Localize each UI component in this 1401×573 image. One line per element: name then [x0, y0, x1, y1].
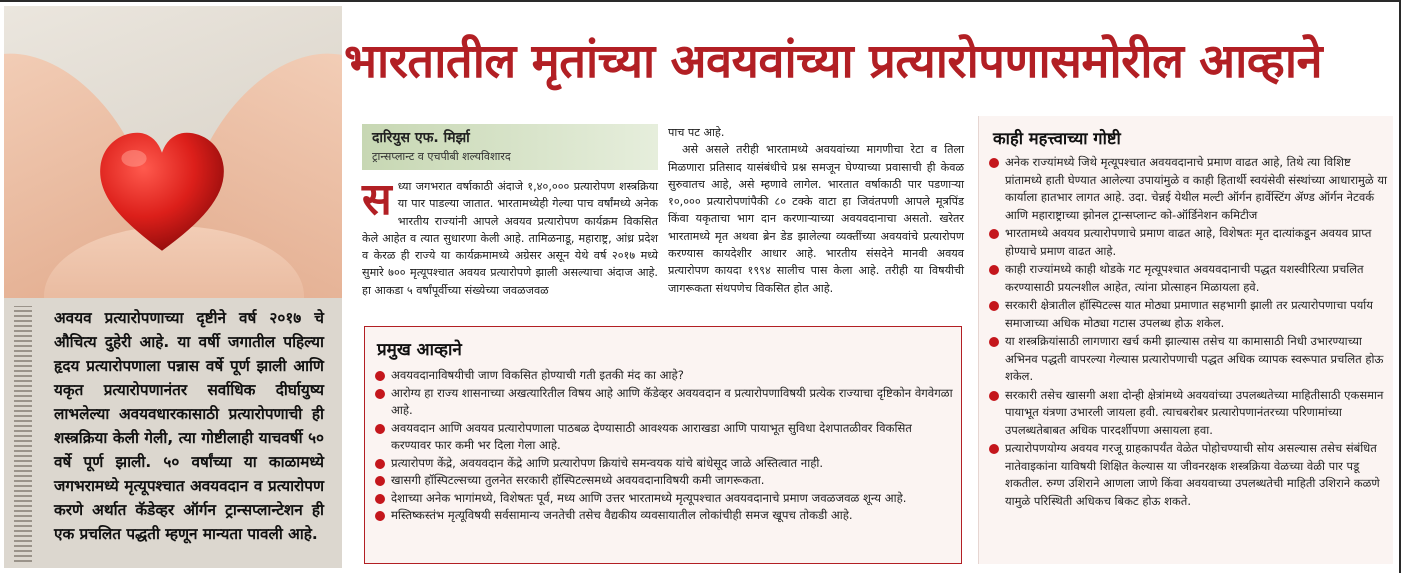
left-panel [4, 6, 342, 568]
list-item-text: सरकारी क्षेत्रातील हॉस्पिटल्स यात मोठ्या प्रमाणात सहभागी झाली तर प्रत्यारोपणाचा पर्याय समाजाच्या अधिक मोठ्या गटास उपलब्ध होऊ शकेल. [1005, 298, 1373, 330]
list-item-text: मस्तिष्कस्तंभ मृत्यूविषयी सर्वसामान्य जनतेची तसेच वैद्यकीय व्यवसायातील लोकांचीही समज खूपच तोकडी आहे. [391, 508, 853, 522]
bullet-icon [989, 444, 999, 454]
side-intro-text: अवयव प्रत्यारोपणाच्या दृष्टीने वर्ष २०१७ चे औचित्य दुहेरी आहे. या वर्षी जगातील पहिल्या हृदय प्रत्यारोपणाला पन्नास वर्षे पूर्ण झाली आणि यकृत प्रत्यारोपणानंतर सर्वाधिक दीर्घायुष्य लाभलेल्या अवयवधारकासाठी प्रत्यारोपणाची ही शस्त्रक्रिया केली गेली, त्या गोष्टीलाही याचवर्षी ५० वर्षे पूर्ण झाली. ५० वर्षांच्या या काळामध्ये जगभरामध्ये मृत्यूपश्चात अवयवदान व प्रत्यारोपण करणे अर्थात कॅडेव्हर ऑर्गन ट्रान्सप्लान्टेशन ही एक प्रचलित पद्धती म्हणून मान्यता पावली आहे. [4, 306, 334, 546]
list-item-text: या शस्त्रक्रियांसाठी लागणारा खर्च कमी झाल्यास तसेच या कामासाठी निधी उभारण्याच्या अभिनव पद्धती वापरल्या गेल्यास प्रत्यारोपणाची पद्धत अधिक व्यापक स्वरूपात प्रचलित होऊ शकेल. [1005, 334, 1384, 383]
article-col1-text: ध्या जगभरात वर्षाकाठी अंदाजे १,४०,००० प्रत्यारोपण शस्त्रक्रिया या पार पाडल्या जातात. भारतामध्येही गेल्या पाच वर्षांमध्ये अनेक भारतीय राज्यांनी आपले अवयव प्रत्यारोपण कार्यक्रम विकसित केले आहेत व त्यात सुधारणा केली आहे. तामिळनाडू, महाराष्ट्र, आंध्र प्रदेश व केरळ ही राज्ये या कार्यक्रमामध्ये अग्रेसर असून येथे वर्ष २०१७ मध्ये सुमारे ७०० मृत्यूपश्चात अवयव प्रत्यारोपणे झाली असल्याचा अंदाज आहे. हा आकडा ५ वर्षांपूर्वीच्या संख्येच्या जवळजवळ [362, 180, 658, 297]
list-item-text: आरोग्य हा राज्य शासनाच्या अखत्यारितील विषय आहे आणि कॅडेव्हर अवयवदान व प्रत्यारोपणाविषयी प्रत्येक राज्याचा दृष्टिकोन वेगवेगळा आहे. [391, 385, 953, 417]
bullet-icon [375, 371, 385, 381]
drop-cap: स [362, 174, 392, 225]
important-points-box [978, 116, 1393, 564]
list-item [989, 440, 1387, 510]
list-item-text: सरकारी तसेच खासगी अशा दोन्ही क्षेत्रांमध्ये अवयवांच्या उपलब्धतेच्या माहितीसाठी एकसमान पायाभूत यंत्रणा उभारली जायला हवी. त्याचबरोबर प्रत्यारोपणानंतरच्या परिणामांच्या उपलब्धतेबाबत अधिक पारदर्शीपणा असायला हवा. [1005, 387, 1384, 437]
list-item [989, 261, 1387, 296]
author-role: ट्रान्सप्लान्ट व एचपीबी शल्यविशारद [372, 150, 511, 163]
bullet-icon [375, 476, 385, 486]
list-item [989, 333, 1387, 386]
list-item [375, 385, 953, 420]
challenges-box [364, 326, 962, 564]
important-title: काही महत्त्वाच्या गोष्टी [993, 129, 1121, 148]
list-item [989, 225, 1387, 260]
list-item [375, 455, 953, 473]
article-col2-p1: पाच पट आहे. [668, 126, 725, 139]
bullet-icon [375, 389, 385, 399]
heart-icon [92, 122, 232, 262]
list-item-text: अवयवदान आणि अवयव प्रत्यारोपणाला पाठबळ देण्यासाठी आवश्यक आराखडा आणि पायाभूत सुविधा देशपातळीवर विकसित करण्यावर फार कमी भर दिला गेला आहे. [391, 420, 912, 452]
headline: भारतातील मृतांच्या अवयवांच्या प्रत्यारोपणासमोरील आव्हाने [344, 34, 1323, 89]
list-item-text: अनेक राज्यांमध्ये जिथे मृत्यूपश्चात अवयवदानाचे प्रमाण वाढत आहे, तिथे त्या विशिष्ट प्रांतामध्ये हाती घेण्यात आलेल्या उपायांमुळे व काही हितार्थी स्वयंसेवी संस्थांच्या आधारामुळे या कार्याला हातभार लागत आहे. उदा. चेन्नई येथील मल्टी ऑर्गन हार्वेस्टिंग ॲण्ड ऑर्गन नेटवर्क आणि महाराष्ट्राच्या झोनल ट्रान्सप्लान्ट को-ऑर्डिनेशन कमिटीज [1005, 155, 1387, 222]
list-item [375, 490, 953, 508]
list-item-text: काही राज्यांमध्ये काही थोडके गट मृत्यूपश्चात अवयवदानाची पद्धत यशस्वीरित्या प्रचलित करण्यासाठी प्रयत्नशील आहेत, त्यांना प्रोत्साहन मिळायला हवे. [1005, 262, 1364, 294]
author-block [362, 124, 658, 170]
list-item-text: प्रत्यारोपण केंद्रे, अवयवदान केंद्रे आणि प्रत्यारोपण क्रियांचे समन्वयक यांचे बांधेसूद जाळे अस्तित्वात नाही. [391, 455, 824, 470]
challenges-title: प्रमुख आव्हाने [377, 340, 462, 360]
list-item [989, 154, 1387, 224]
list-item [375, 472, 953, 490]
top-rule [0, 0, 1401, 2]
list-item-text: देशाच्या अनेक भागांमध्ये, विशेषतः पूर्व, मध्य आणि उत्तर भारतामध्ये मृत्यूपश्चात अवयवदानाचे प्रमाण जवळजवळ शून्य आहे. [391, 490, 907, 505]
hands-holding-heart-icon [4, 6, 342, 298]
article-column-1 [362, 174, 658, 299]
list-item [375, 507, 953, 525]
bullet-icon [989, 229, 999, 239]
author-name: दारियुस एफ. मिर्झा [372, 130, 470, 146]
article-column-2 [668, 124, 964, 297]
list-item [989, 387, 1387, 440]
list-item-text: खासगी हॉस्पिटल्सच्या तुलनेत सरकारी हॉस्पिटल्समध्ये अवयवदानाविषयी कमी जागरूकता. [391, 473, 765, 487]
list-item [375, 367, 953, 385]
list-item-text: भारतामध्ये अवयव प्रत्यारोपणाचे प्रमाण वाढत आहे, विशेषतः मृत दात्यांकडून अवयव प्राप्त होण्याचे प्रमाण वाढत आहे. [1005, 226, 1372, 258]
list-item [375, 420, 953, 455]
list-item-text: अवयवदानाविषयीची जाण विकसित होण्याची गती इतकी मंद का आहे? [391, 368, 684, 382]
bullet-icon [989, 265, 999, 275]
bullet-icon [989, 158, 999, 168]
bullet-icon [375, 459, 385, 469]
bullet-icon [375, 511, 385, 521]
bullet-icon [375, 494, 385, 504]
bullet-icon [989, 391, 999, 401]
list-item [989, 297, 1387, 332]
bullet-icon [989, 337, 999, 347]
challenges-list [375, 367, 953, 525]
list-item-text: प्रत्यारोपणयोग्य अवयव गरजू ग्राहकापर्यंत वेळेत पोहोचण्याची सोय असल्यास तसेच संबंधित नातेवाइकांना याविषयी शिक्षित केल्यास या जीवनरक्षक शस्त्रक्रिया वेळच्या वेळी पार पडू शकतील. रुग्ण उशिराने आणला जाणे किंवा अवयवाच्या उपलब्धतेची माहिती उशिराने कळणे यामुळे परिस्थिती अधिकच बिकट होऊ शकते. [1005, 441, 1380, 508]
important-list [989, 154, 1387, 511]
bullet-icon [375, 424, 385, 434]
bullet-icon [989, 301, 999, 311]
article-col2-p2: असे असले तरीही भारतामध्ये अवयवांच्या मागणीचा रेटा व तिला मिळणारा प्रतिसाद यासंबंधीचे प्रश्न समजून घेण्याच्या प्रवासाची ही केवळ सुरुवातच आहे, असे म्हणावे लागेल. भारतात वर्षाकाठी पार पडणाऱ्या १०,००० प्रत्यारोपणांपैकी ८० टक्के वाटा हा जिवंतपणी आपले मूत्रपिंड किंवा यकृताचा भाग दान करणाऱ्याच्या अवयवदानाचा असतो. खरेतर भारतामध्ये मृत अथवा ब्रेन डेड झालेल्या व्यक्तींच्या अवयवांचे प्रत्यारोपण करण्यास कायदेशीर आधार आहे. भारतीय संसदेने मानवी अवयव प्रत्यारोपण कायदा १९९४ सालीच पास केला आहे. तरीही या विषयीची जागरूकता संथपणेच विकसित होत आहे. [668, 143, 964, 295]
